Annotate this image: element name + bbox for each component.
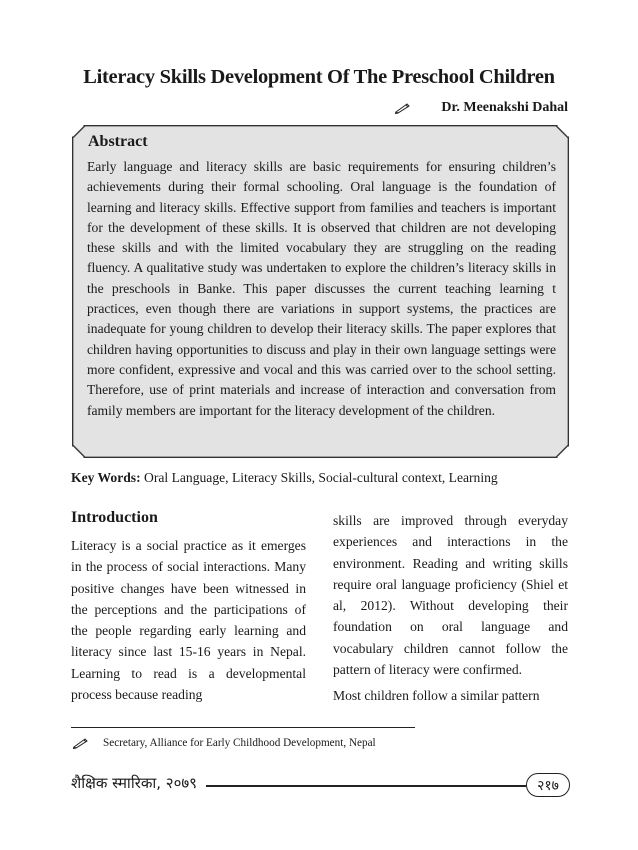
- abstract-heading: Abstract: [88, 133, 148, 150]
- keywords-label: Key Words:: [71, 470, 141, 485]
- introduction-right-column: [333, 510, 568, 707]
- journal-name: शैक्षिक स्मारिका, २०७९: [71, 774, 197, 792]
- pen-icon: [73, 737, 89, 749]
- keywords: [71, 470, 498, 486]
- footnote: [73, 737, 376, 749]
- footnote-text: Secretary, Alliance for Early Childhood Development, Nepal: [103, 737, 376, 749]
- introduction-left-column: Literacy is a social practice as it emerges in the process of social interactions. Many positive changes have been witnessed in the perceptions and the participations of the people regarding early learning and literacy since last 15-16 years in Nepal. Learning to read is a developmental process because reading: [71, 538, 306, 703]
- paragraph: Most children follow a similar pattern: [333, 688, 540, 704]
- paragraph: skills are improved through everyday experiences and interactions in the environment. Reading and writing skills require oral language proficiency (Shiel et al, 2012). Without developing their foundation on oral language and vocabulary children cannot follow the pattern of literacy were confirmed.: [333, 513, 568, 678]
- author-line: [395, 100, 568, 116]
- paper-title: Literacy Skills Development Of The Preschool Children: [83, 66, 555, 88]
- abstract-text: Early language and literacy skills are basic requirements for ensuring children’s achievements during their formal schooling. Oral language is the foundation of learning and literacy skills. Effective support from families and teachers is important for the development of these skills. It is observed that children are not developing these skills and with the limited vocabulary they are struggling on the reading fluency. A qualitative study was undertaken to explore the children’s literacy skills in the preschools in Banke. This paper discusses the current teaching learning t practices, even though there are variations in support systems, the practices are inadequate for young children to develop their literacy skills. The paper explores that children having opportunities to discuss and play in their own language settings were more confident, expressive and vocal and this was carried over to the school setting. Therefore, use of print materials and increase of interaction and conversation from family members are important for the literacy development of the children.: [87, 159, 556, 418]
- footnote-divider: [71, 727, 415, 728]
- introduction-heading: Introduction: [71, 509, 158, 526]
- keywords-value: Oral Language, Literacy Skills, Social-cultural context, Learning: [144, 470, 498, 485]
- author-name: Dr. Meenakshi Dahal: [441, 100, 568, 115]
- page-number: २१७: [526, 773, 570, 797]
- pen-icon: [395, 102, 411, 114]
- footer-divider: [206, 785, 526, 787]
